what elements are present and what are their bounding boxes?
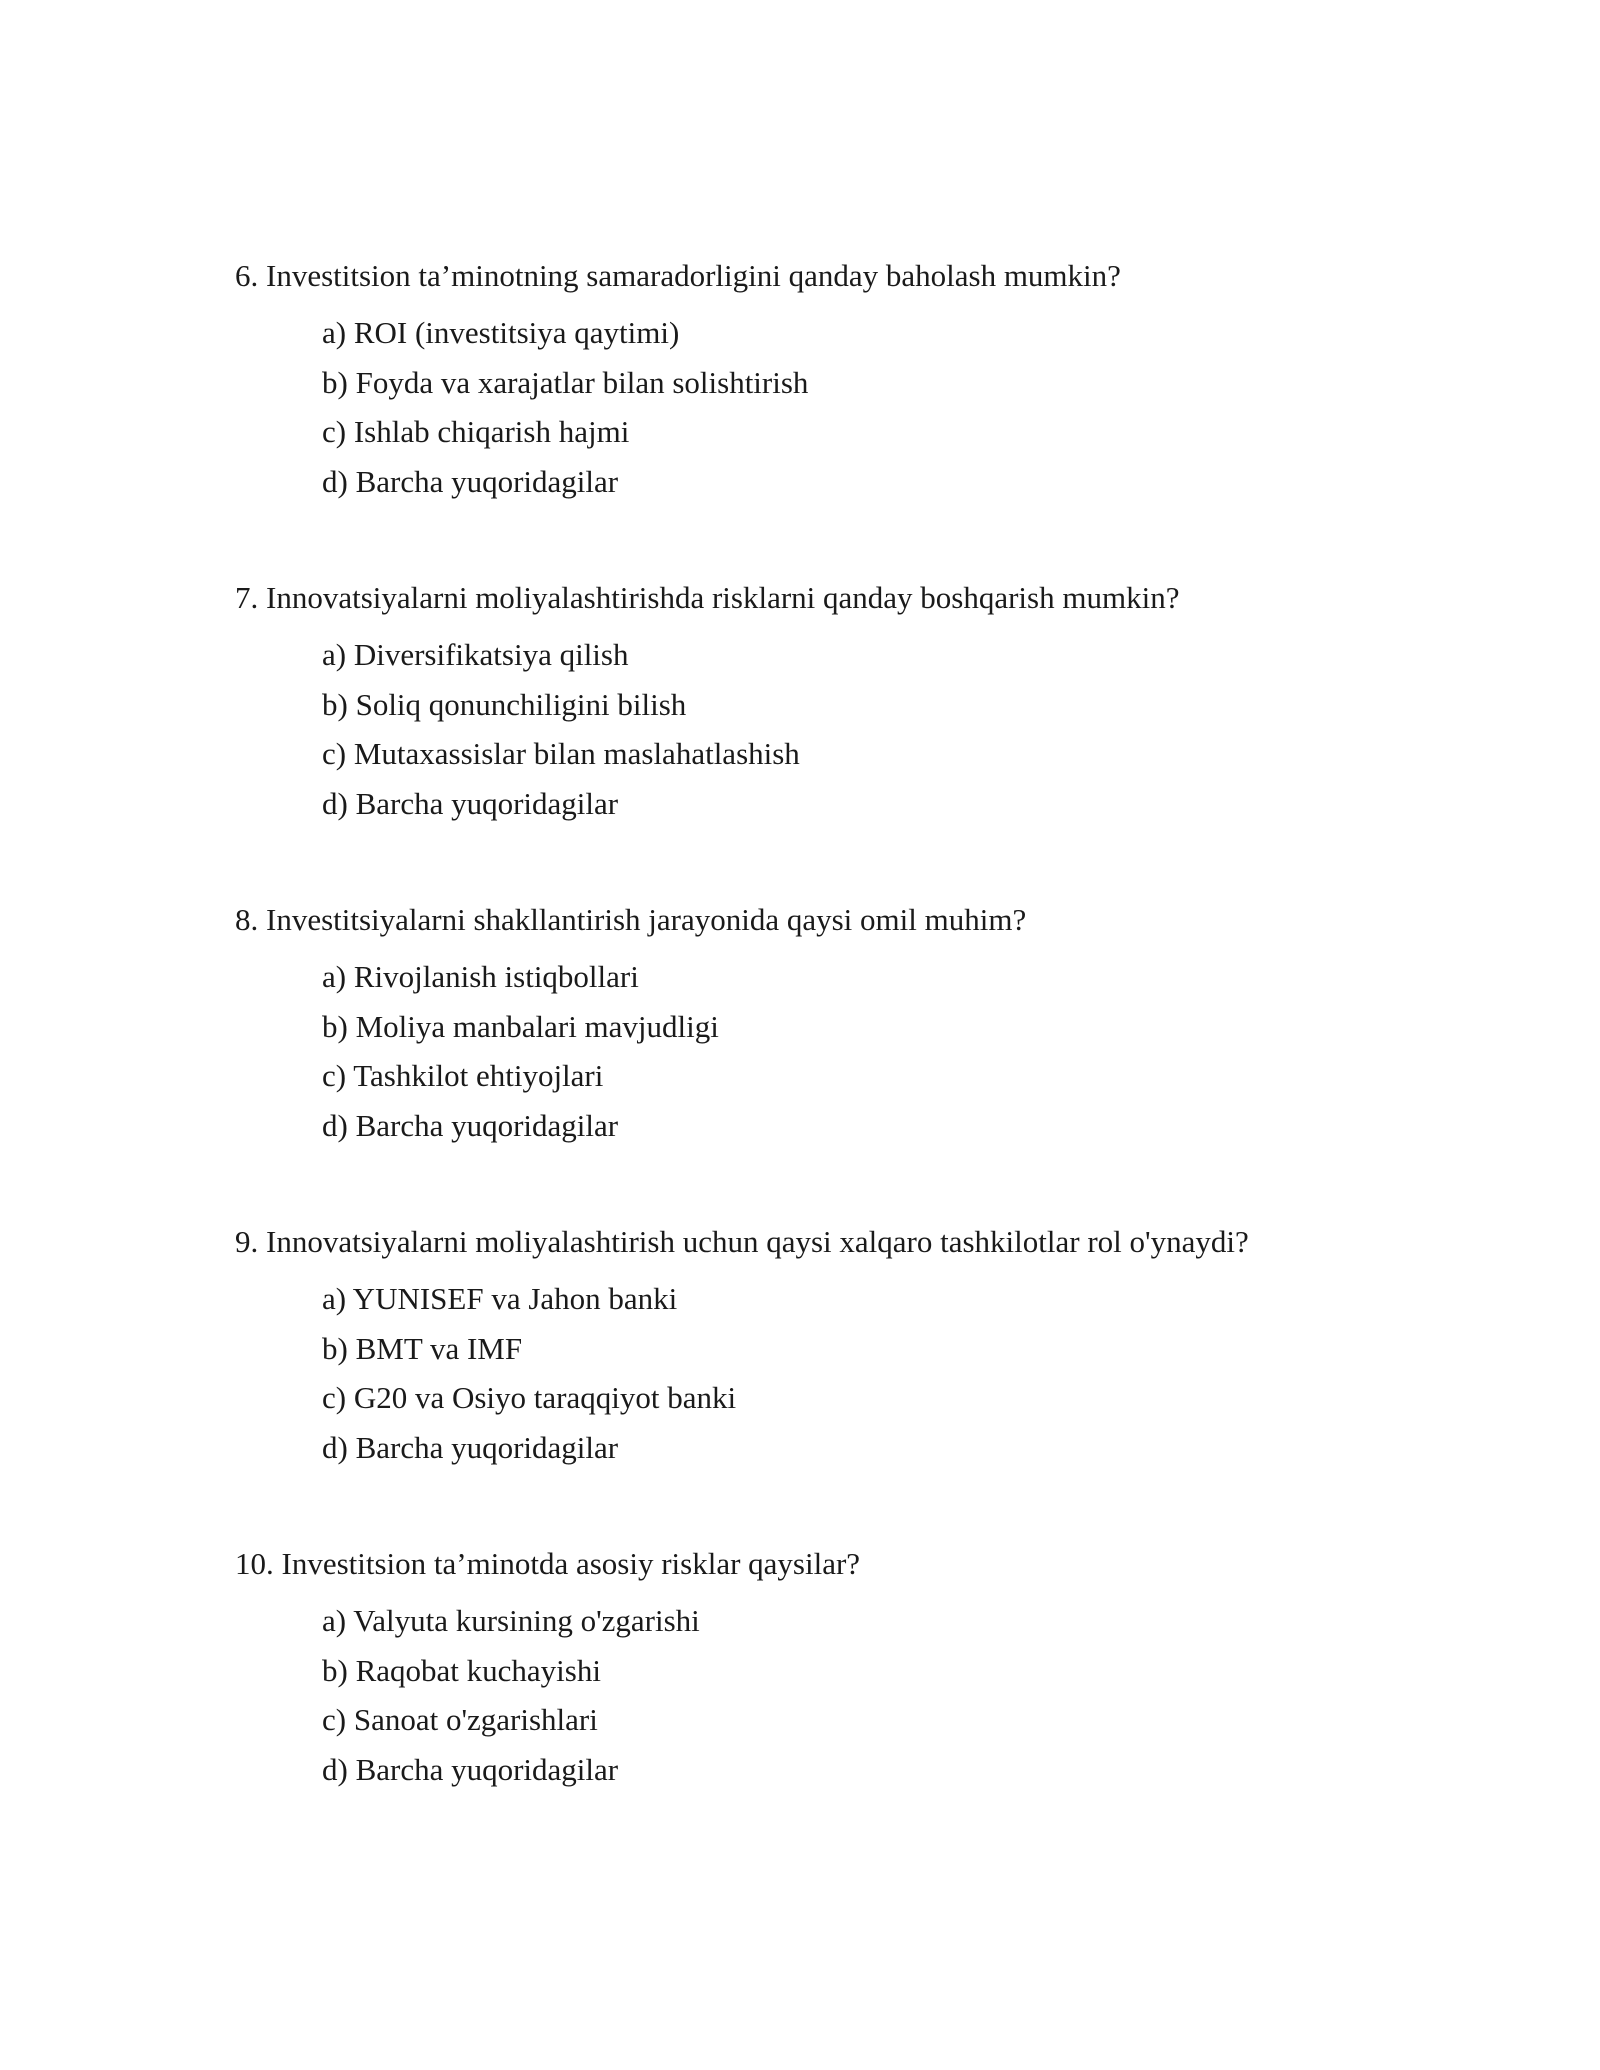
answer-options	[322, 635, 1600, 833]
question-7	[235, 578, 1535, 821]
question-text: 9. Innovatsiyalarni moliyalashtirish uchun qaysi xalqaro tashkilotlar rol o'ynaydi?	[235, 1224, 1249, 1259]
option-c: c) Tashkilot ehtiyojlari	[322, 1058, 604, 1093]
answer-options	[322, 313, 1600, 511]
question-text: 10. Investitsion ta’minotda asosiy risklar qaysilar?	[235, 1546, 861, 1581]
answer-options	[322, 1279, 1600, 1477]
option-d: d) Barcha yuqoridagilar	[322, 1429, 619, 1465]
option-b: b) Raqobat kuchayishi	[322, 1652, 601, 1688]
option-a: a) ROI (investitsiya qaytimi)	[322, 315, 680, 350]
option-a: a) Valyuta kursining o'zgarishi	[322, 1603, 700, 1638]
option-c: c) Mutaxassislar bilan maslahatlashish	[322, 736, 800, 771]
option-a: a) Rivojlanish istiqbollari	[322, 959, 639, 994]
question-10	[235, 1544, 1535, 1787]
option-b: b) Moliya manbalari mavjudligi	[322, 1008, 719, 1044]
question-text: 6. Investitsion ta’minotning samaradorligini qanday baholash mumkin?	[235, 258, 1121, 293]
question-text: 8. Investitsiyalarni shakllantirish jarayonida qaysi omil muhim?	[235, 902, 1027, 937]
option-a: a) YUNISEF va Jahon banki	[322, 1281, 678, 1316]
option-d: d) Barcha yuqoridagilar	[322, 1107, 619, 1143]
question-8	[235, 900, 1535, 1143]
option-c: c) G20 va Osiyo taraqqiyot banki	[322, 1380, 737, 1415]
option-d: d) Barcha yuqoridagilar	[322, 1751, 619, 1787]
answer-options	[322, 1601, 1600, 1799]
option-c: c) Ishlab chiqarish hajmi	[322, 414, 630, 449]
option-b: b) Foyda va xarajatlar bilan solishtirish	[322, 364, 809, 400]
question-9	[235, 1222, 1535, 1465]
option-b: b) BMT va IMF	[322, 1330, 523, 1366]
answer-options	[322, 957, 1600, 1155]
option-b: b) Soliq qonunchiligini bilish	[322, 686, 687, 722]
question-text: 7. Innovatsiyalarni moliyalashtirishda risklarni qanday boshqarish mumkin?	[235, 580, 1180, 615]
option-d: d) Barcha yuqoridagilar	[322, 785, 619, 821]
question-6	[235, 256, 1535, 499]
option-a: a) Diversifikatsiya qilish	[322, 637, 629, 672]
option-d: d) Barcha yuqoridagilar	[322, 463, 619, 499]
option-c: c) Sanoat o'zgarishlari	[322, 1702, 598, 1737]
